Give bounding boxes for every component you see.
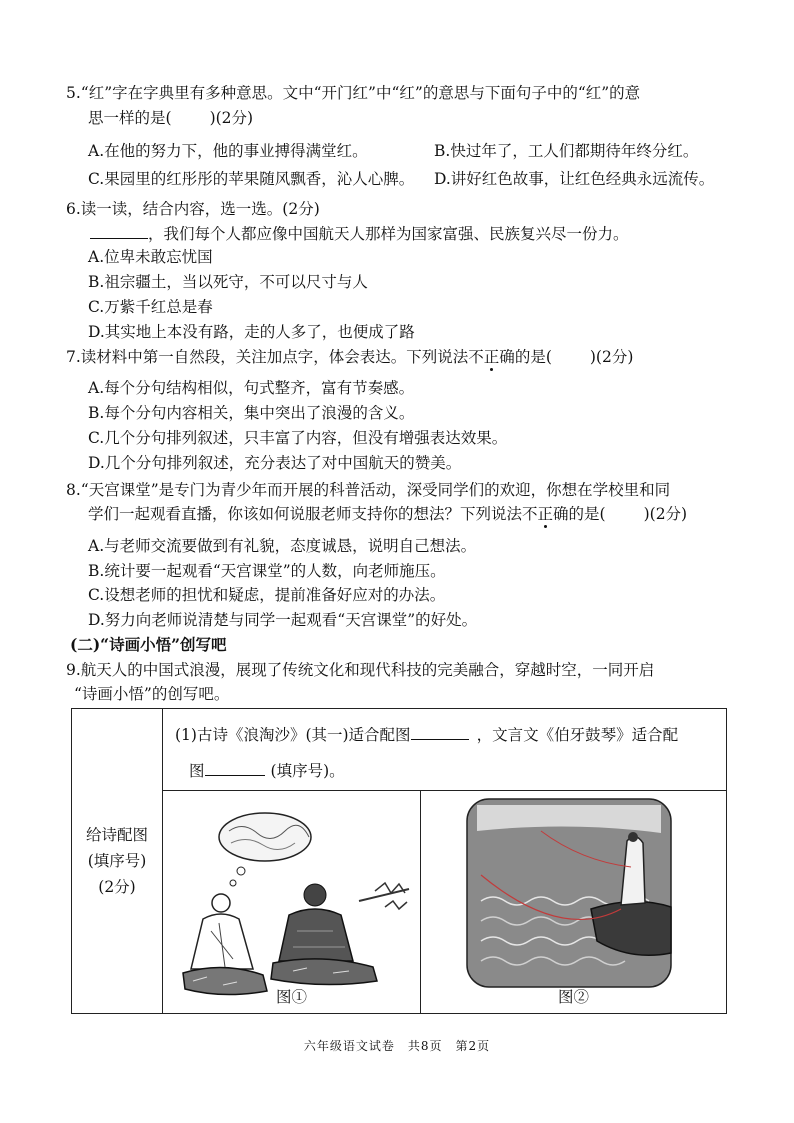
instruction-line2: 图 (填序号)。 xyxy=(175,753,726,789)
figure-2-caption: 图② xyxy=(558,988,590,1006)
table-label-cell xyxy=(72,709,163,1014)
fig-answer-blank-1[interactable] xyxy=(411,723,469,740)
q7-option-d: D.几个分句排列叙述，充分表达了对中国航天的赞美。 xyxy=(88,454,462,472)
table-label-line2: (填序号) xyxy=(87,852,147,870)
q8-emphasis: 不正确 xyxy=(522,505,569,523)
poem-picture-table xyxy=(71,708,727,1014)
q8-option-d: D.努力向老师说清楚与同学一起观看“天宫课堂”的好处。 xyxy=(88,611,478,629)
figure-1-illustration xyxy=(163,791,419,1013)
figure-2-illustration xyxy=(421,791,725,1013)
q5-option-a: A.在他的努力下，他的事业搏得满堂红。 xyxy=(88,142,368,160)
q5-option-b: B.快过年了，工人们都期待年终分红。 xyxy=(434,142,699,160)
fig-answer-blank-2[interactable] xyxy=(205,759,265,776)
q5-stem-line2: 思一样的是( )(2分) xyxy=(88,109,254,127)
q7-emphasis: 不正确 xyxy=(468,348,515,366)
q5-stem-line1: 5.“红”字在字典里有多种意思。文中“开门红”中“红”的意思与下面句子中的“红”的意 xyxy=(66,84,641,102)
q8-option-b: B.统计要一起观看“天宫课堂”的人数，向老师施压。 xyxy=(88,562,446,580)
q8-stem-line1: 8.“天宫课堂”是专门为青少年而开展的科普活动，深受同学们的欢迎，你想在学校里和同 xyxy=(66,481,671,499)
q6-option-d: D.其实地上本没有路，走的人多了，也便成了路 xyxy=(88,323,415,341)
q6-answer-blank[interactable] xyxy=(90,222,148,239)
q8-option-c: C.设想老师的担忧和疑虑，提前准备好应对的办法。 xyxy=(88,586,446,604)
figure-1-cell xyxy=(163,791,421,1014)
table-label-line1: 给诗配图 xyxy=(85,826,148,844)
table-label-line3: (2分) xyxy=(98,878,136,896)
q9-stem-line1: 9.航天人的中国式浪漫，展现了传统文化和现代科技的完美融合，穿越时空，一同开启 xyxy=(66,661,655,679)
q6-option-a: A.位卑未敢忘忧国 xyxy=(88,248,213,266)
page-footer: 六年级语文试卷 共8页 第2页 xyxy=(303,1039,491,1053)
q8-stem-line2: 学们一起观看直播，你该如何说服老师支持你的想法？下列说法不正确的是( )(2分) xyxy=(88,505,688,523)
instruction-line1: (1)古诗《浪淘沙》(其一)适合配图 ，文言文《伯牙鼓琴》适合配 xyxy=(175,717,726,753)
q6-option-b: B.祖宗疆土，当以死守，不可以尺寸与人 xyxy=(88,273,368,291)
q5-option-c: C.果园里的红彤彤的苹果随风飘香，沁人心脾。 xyxy=(88,170,415,188)
section-heading: (二)“诗画小悟”创写吧 xyxy=(70,635,227,654)
q8-option-a: A.与老师交流要做到有礼貌，态度诚恳，说明自己想法。 xyxy=(88,537,477,555)
q6-option-c: C.万紫千红总是春 xyxy=(88,298,213,316)
q7-option-b: B.每个分句内容相关，集中突出了浪漫的含义。 xyxy=(88,404,415,422)
q5-option-d: D.讲好红色故事，让红色经典永远流传。 xyxy=(434,170,715,188)
q7-option-c: C.几个分句排列叙述，只丰富了内容，但没有增强表达效果。 xyxy=(88,429,508,447)
table-instruction-cell xyxy=(163,709,727,791)
figure-2-cell xyxy=(421,791,727,1014)
figure-1-caption: 图① xyxy=(275,988,307,1006)
q7-option-a: A.每个分句结构相似，句式整齐，富有节奏感。 xyxy=(88,379,415,397)
q7-title: 7.读材料中第一自然段，关注加点字，体会表达。下列说法不正确的是( )(2分) xyxy=(66,348,634,366)
q6-stem: ，我们每个人都应像中国航天人那样为国家富强、民族复兴尽一份力。 xyxy=(90,222,629,245)
q9-stem-line2: “诗画小悟”的创写吧。 xyxy=(74,685,230,703)
q6-title: 6.读一读，结合内容，选一选。(2分) xyxy=(66,200,320,218)
